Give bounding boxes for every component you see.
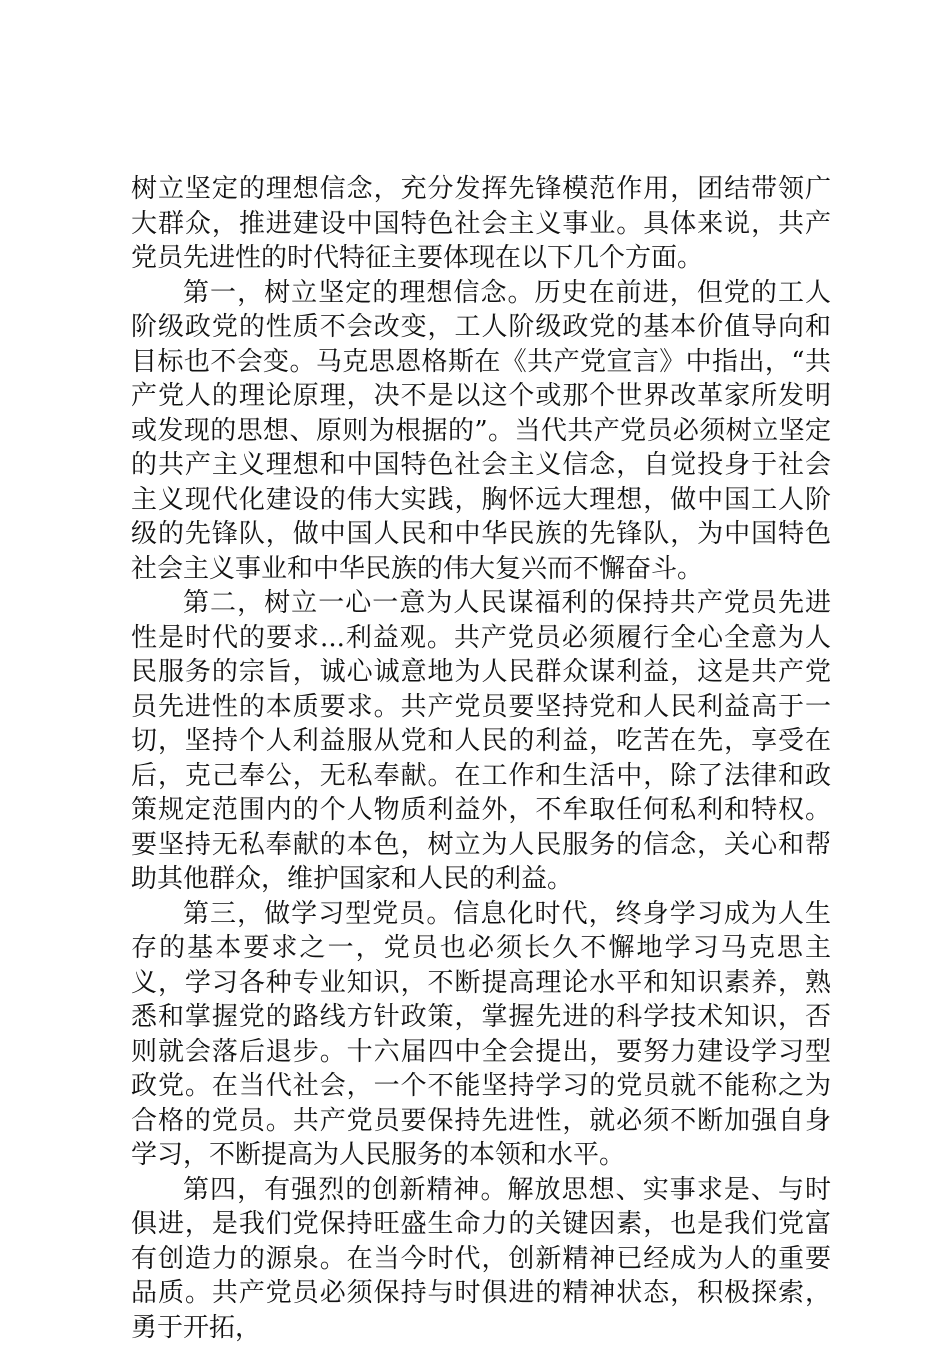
paragraph-second-point: 第二，树立一心一意为人民谋福利的保持共产党员先进性是时代的要求...利益观。共产党员必须履行全心全意为人民服务的宗旨，诚心诚意地为人民群众谋利益，这是共产党员先进性的本质要求。共产党员要坚持党和人民利益高于一切，坚持个人利益服从党和人民的利益，吃苦在先，享受在后，克己奉公，无私奉献。在工作和生活中，除了法律和政策规定范围内的个人物质利益外，不牟取任何私利和特权。要坚持无私奉献的本色，树立为人民服务的信念，关心和帮助其他群众，维护国家和人民的利益。 (131, 586, 831, 897)
paragraph-fourth-point: 第四，有强烈的创新精神。解放思想、实事求是、与时俱进，是我们党保持旺盛生命力的关键因素，也是我们党富有创造力的源泉。在当今时代，创新精神已经成为人的重要品质。共产党员必须保持与时俱进的精神状态，积极探索，勇于开拓， (131, 1173, 831, 1345)
paragraph-intro: 树立坚定的理想信念，充分发挥先锋模范作用，团结带领广大群众，推进建设中国特色社会主义事业。具体来说，共产党员先进性的时代特征主要体现在以下几个方面。 (131, 172, 831, 276)
paragraph-first-point: 第一，树立坚定的理想信念。历史在前进，但党的工人阶级政党的性质不会改变，工人阶级政党的基本价值导向和目标也不会变。马克思恩格斯在《共产党宣言》中指出，“共产党人的理论原理，决不是以这个或那个世界改革家所发明或发现的思想、原则为根据的”。当代共产党员必须树立坚定的共产主义理想和中国特色社会主义信念，自觉投身于社会主义现代化建设的伟大实践，胸怀远大理想，做中国工人阶级的先锋队，做中国人民和中华民族的先锋队，为中国特色社会主义事业和中华民族的伟大复兴而不懈奋斗。 (131, 276, 831, 587)
document-body (131, 172, 831, 1345)
paragraph-third-point: 第三，做学习型党员。信息化时代，终身学习成为人生存的基本要求之一，党员也必须长久不懈地学习马克思主义，学习各种专业知识，不断提高理论水平和知识素养，熟悉和掌握党的路线方针政策，掌握先进的科学技术知识，否则就会落后退步。十六届四中全会提出，要努力建设学习型政党。在当代社会，一个不能坚持学习的党员就不能称之为合格的党员。共产党员要保持先进性，就必须不断加强自身学习，不断提高为人民服务的本领和水平。 (131, 897, 831, 1173)
